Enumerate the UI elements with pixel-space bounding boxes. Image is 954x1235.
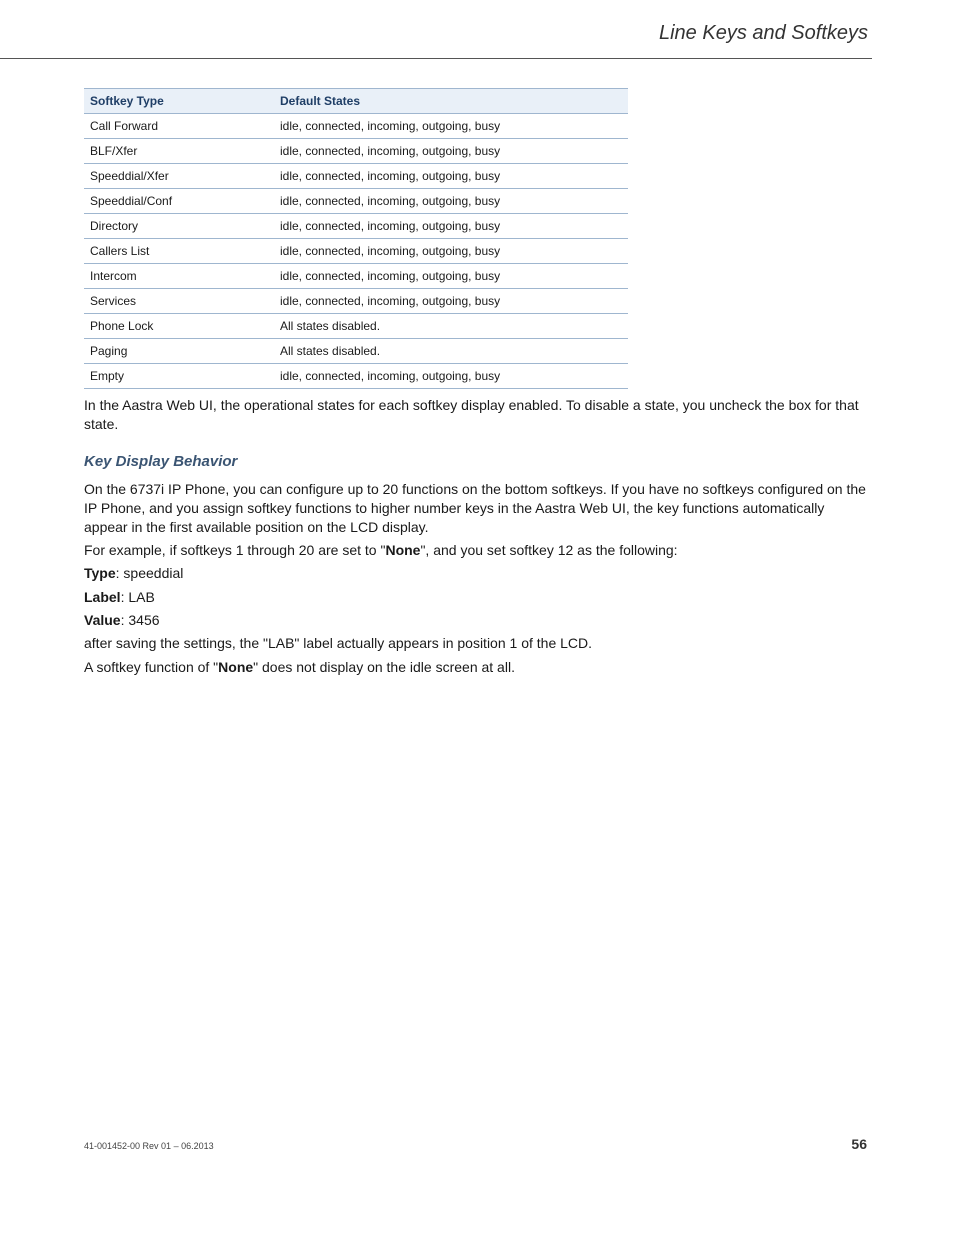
page-header-title: Line Keys and Softkeys [658, 22, 868, 44]
footer-doc-number: 41-001452-00 Rev 01 – 06.2013 [84, 1141, 214, 1151]
softkey-type-cell: Speeddial/Xfer [84, 164, 274, 189]
softkey-type-cell: Speeddial/Conf [84, 189, 274, 214]
label-label: Label [84, 589, 121, 605]
example-suffix: ", and you set softkey 12 as the following: [420, 542, 678, 558]
none-prefix: A softkey function of " [84, 659, 219, 675]
example-prefix: For example, if softkeys 1 through 20 are set to " [84, 542, 386, 558]
default-states-cell: idle, connected, incoming, outgoing, busy [274, 239, 628, 264]
footer-page-number: 56 [851, 1136, 867, 1152]
column-header-default-states: Default States [274, 89, 628, 114]
table-row [84, 164, 628, 189]
value-line [84, 611, 870, 630]
table-row [84, 289, 628, 314]
type-label: Type [84, 565, 116, 581]
none-suffix: " does not display on the idle screen at all. [253, 659, 515, 675]
table-row [84, 364, 628, 389]
example-paragraph [84, 541, 870, 560]
softkey-type-cell: Callers List [84, 239, 274, 264]
softkey-type-cell: Paging [84, 339, 274, 364]
table-row [84, 114, 628, 139]
softkey-type-cell: Empty [84, 364, 274, 389]
after-saving-paragraph: after saving the settings, the "LAB" label actually appears in position 1 of the LCD. [84, 635, 593, 651]
softkey-type-cell: Directory [84, 214, 274, 239]
table-header-row [84, 89, 628, 114]
default-states-cell: All states disabled. [274, 339, 628, 364]
default-states-cell: All states disabled. [274, 314, 628, 339]
table-row [84, 264, 628, 289]
default-states-cell: idle, connected, incoming, outgoing, busy [274, 164, 628, 189]
default-states-cell: idle, connected, incoming, outgoing, busy [274, 289, 628, 314]
none-bold: None [218, 659, 254, 675]
default-states-cell: idle, connected, incoming, outgoing, busy [274, 139, 628, 164]
softkey-type-cell: Services [84, 289, 274, 314]
default-states-cell: idle, connected, incoming, outgoing, busy [274, 114, 628, 139]
table-row [84, 314, 628, 339]
header-rule [0, 58, 872, 59]
value-value: : 3456 [120, 612, 160, 628]
softkey-type-cell: Call Forward [84, 114, 274, 139]
softkey-type-cell: Phone Lock [84, 314, 274, 339]
none-paragraph [84, 658, 870, 677]
default-states-cell: idle, connected, incoming, outgoing, busy [274, 189, 628, 214]
example-none-bold: None [385, 542, 421, 558]
label-value: : LAB [120, 589, 155, 605]
softkey-states-table [84, 88, 628, 389]
column-header-softkey-type: Softkey Type [84, 89, 274, 114]
default-states-cell: idle, connected, incoming, outgoing, busy [274, 214, 628, 239]
table-row [84, 214, 628, 239]
default-states-cell: idle, connected, incoming, outgoing, busy [274, 364, 628, 389]
table-row [84, 139, 628, 164]
default-states-cell: idle, connected, incoming, outgoing, busy [274, 264, 628, 289]
value-label: Value [84, 612, 121, 628]
table-row [84, 339, 628, 364]
label-line [84, 588, 870, 607]
type-value: : speeddial [115, 565, 184, 581]
softkey-type-cell: BLF/Xfer [84, 139, 274, 164]
key-display-paragraph: On the 6737i IP Phone, you can configure up to 20 functions on the bottom softkeys. If you have no softkeys configured on the IP Phone, and you assign softkey functions to higher number keys in the Aastra Web UI, the key functions automatically appear in the first available position on the LCD display. [84, 481, 866, 535]
table-row [84, 189, 628, 214]
softkey-type-cell: Intercom [84, 264, 274, 289]
type-line [84, 564, 870, 583]
intro-paragraph: In the Aastra Web UI, the operational states for each softkey display enabled. To disable a state, you uncheck the box for that state. [84, 397, 859, 432]
table-row [84, 239, 628, 264]
section-heading: Key Display Behavior [84, 453, 238, 470]
